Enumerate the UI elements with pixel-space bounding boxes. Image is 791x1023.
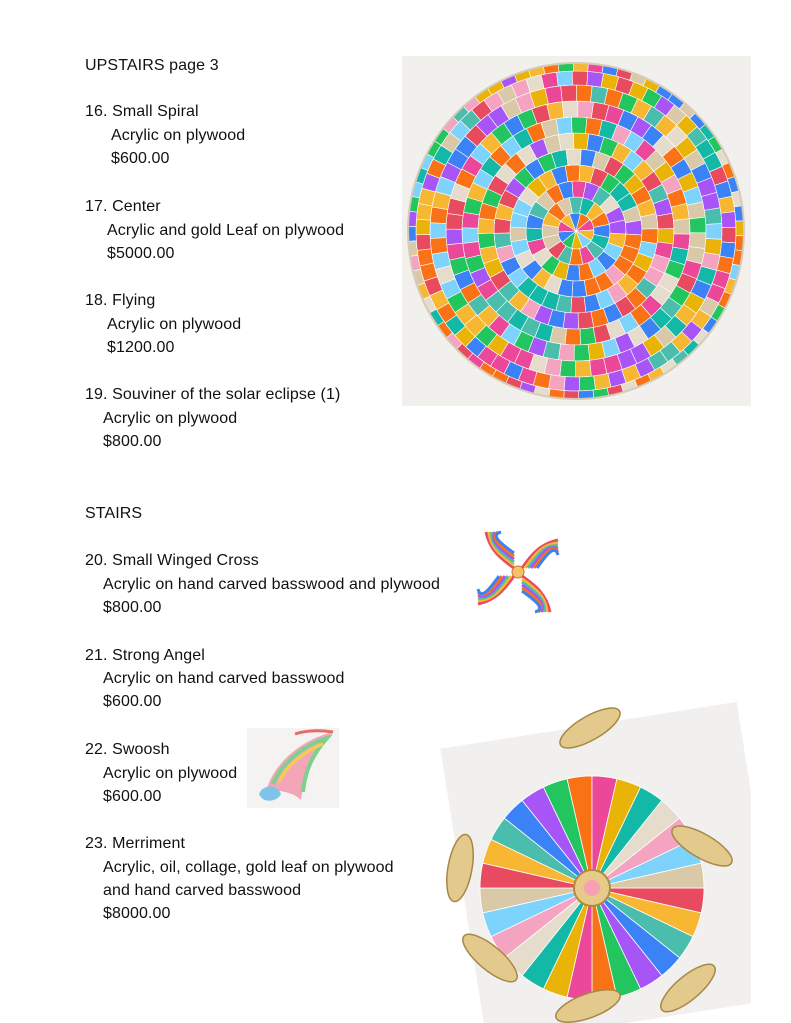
item-21-medium: Acrylic on hand carved basswood [103,670,345,687]
item-16-price: $600.00 [111,150,170,167]
item-20-medium: Acrylic on hand carved basswood and plywood [103,576,440,593]
item-22-title: 22. Swoosh [85,741,170,758]
item-20-title: 20. Small Winged Cross [85,552,259,569]
item-16-title: 16. Small Spiral [85,103,199,120]
item-19-title: 19. Souviner of the solar eclipse (1) [85,386,341,403]
item-17-medium: Acrylic and gold Leaf on plywood [107,222,345,239]
item-22-medium: Acrylic on plywood [103,765,238,782]
item-19-price: $800.00 [103,433,162,450]
item-23-medium: Acrylic, oil, collage, gold leaf on plywood [103,859,394,876]
item-18-medium: Acrylic on plywood [107,316,242,333]
item-18-price: $1200.00 [107,339,175,356]
artwork-winged-cross-image [463,528,573,616]
item-23-medium-line2: and hand carved basswood [103,882,302,899]
item-19-medium: Acrylic on plywood [103,410,238,427]
item-21-price: $600.00 [103,693,162,710]
page-title: UPSTAIRS page 3 [85,57,219,74]
item-17-price: $5000.00 [107,245,175,262]
item-20-price: $800.00 [103,599,162,616]
artwork-swoosh-image [247,728,339,808]
artwork-merriment-image [440,700,751,1023]
artwork-center-image [402,56,751,406]
item-18-title: 18. Flying [85,292,156,309]
item-23-title: 23. Merriment [85,835,185,852]
item-17-title: 17. Center [85,198,161,215]
item-23-price: $8000.00 [103,905,171,922]
item-22-price: $600.00 [103,788,162,805]
item-16-medium: Acrylic on plywood [111,127,246,144]
item-21-title: 21. Strong Angel [85,647,205,664]
stairs-header: STAIRS [85,505,143,522]
